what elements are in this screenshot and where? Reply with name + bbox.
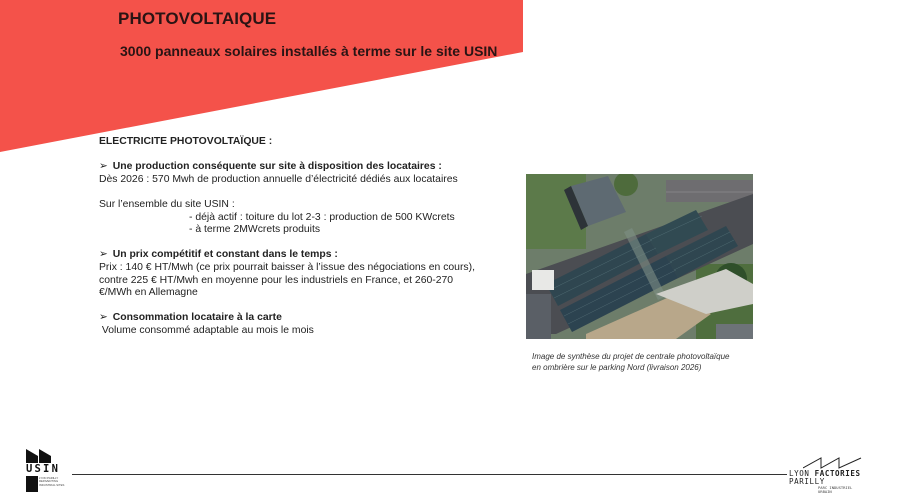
price-line: Prix : 140 € HT/Mwh (ce prix pourrait baisser à l’issue des négociations en cours), bbox=[99, 261, 475, 273]
image-caption: Image de synthèse du projet de centrale photovoltaïque en ombrière sur le parking Nord (livraison 2026) bbox=[532, 352, 730, 372]
site-intro: Sur l’ensemble du site USIN : bbox=[99, 198, 235, 210]
lf-tagline: PARC INDUSTRIEL URBAIN bbox=[818, 485, 853, 495]
sawtooth-roof-icon bbox=[803, 457, 863, 469]
arrow-bullet-icon: ➢ bbox=[99, 249, 108, 261]
bullet-title: ➢ Un prix compétitif et constant dans le temps : bbox=[99, 249, 338, 261]
consumption-line: Volume consommé adaptable au mois le mois bbox=[99, 324, 314, 336]
usin-tagline: LYON PARILLY REINVENTING INDUSTRIAL SITES bbox=[39, 476, 65, 487]
site-item: - à terme 2MWcrets produits bbox=[189, 224, 321, 236]
slide-subtitle: 3000 panneaux solaires installés à terme sur le site USIN bbox=[120, 43, 498, 59]
section-heading: ELECTRICITE PHOTOVOLTAÏQUE : bbox=[99, 136, 273, 147]
aerial-illustration bbox=[526, 174, 753, 339]
section-site bbox=[99, 199, 519, 237]
section-consumption bbox=[99, 312, 519, 337]
section-price bbox=[99, 249, 519, 299]
bullet-title: ➢ Une production conséquente sur site à disposition des locataires : bbox=[99, 161, 442, 173]
usin-wordmark: USIN bbox=[26, 463, 61, 475]
arrow-bullet-icon: ➢ bbox=[99, 161, 108, 173]
body-text bbox=[99, 136, 519, 338]
lyon-factories-logo bbox=[789, 458, 879, 496]
price-line: contre 225 € HT/Mwh en moyenne pour les industriels en France, et 260-270 bbox=[99, 274, 454, 286]
slide-title: PHOTOVOLTAIQUE bbox=[118, 9, 277, 28]
production-line: Dès 2026 : 570 Mwh de production annuelle d’électricité dédiés aux locataires bbox=[99, 173, 458, 185]
bullet-title: ➢ Consommation locataire à la carte bbox=[99, 312, 282, 324]
lf-line1: LYON FACTORIES bbox=[789, 469, 861, 478]
lf-line2: PARILLY bbox=[789, 477, 825, 486]
arrow-bullet-icon: ➢ bbox=[99, 312, 108, 324]
footer-divider bbox=[72, 474, 787, 475]
usin-logo bbox=[26, 449, 76, 493]
price-line: €/MWh en Allemagne bbox=[99, 287, 198, 299]
aerial-image bbox=[526, 174, 753, 339]
section-production bbox=[99, 161, 519, 186]
site-item: - déjà actif : toiture du lot 2-3 : production de 500 KWcrets bbox=[189, 211, 455, 223]
